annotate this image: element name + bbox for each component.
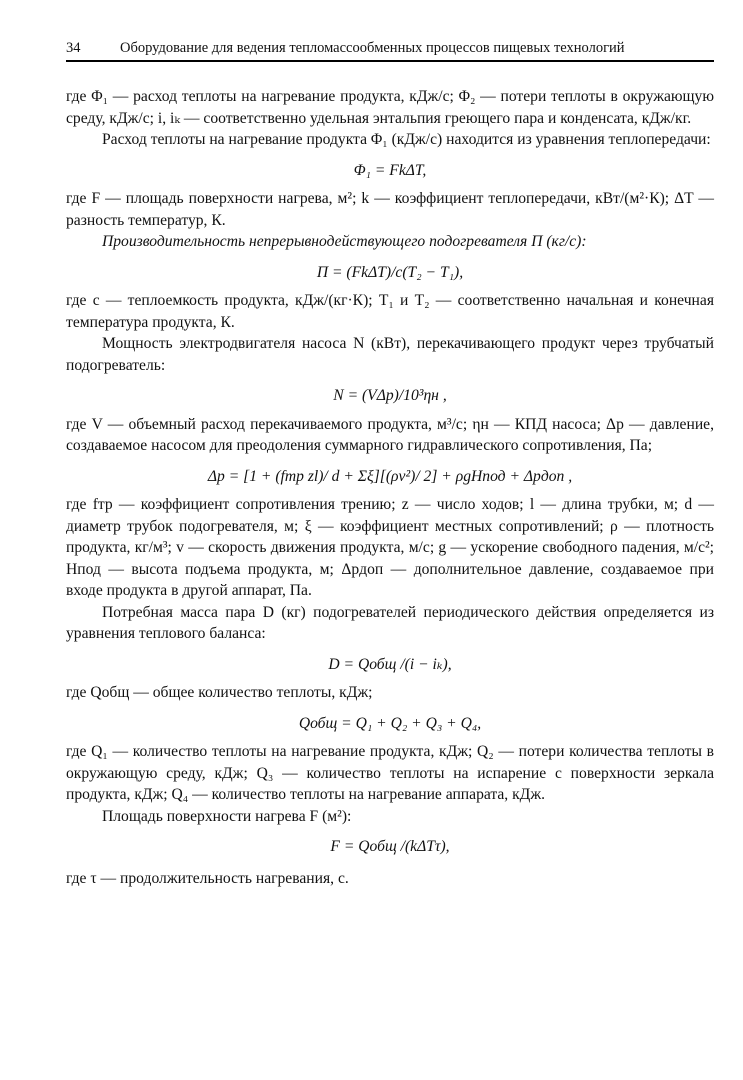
paragraph: где Qобщ — общее количество теплоты, кДж; — [66, 684, 373, 701]
formula-steam-mass: D = Qобщ /(i − iₖ), — [328, 655, 452, 673]
paragraph: где V — объемный расход перекачиваемого продукта, м³/с; ηн — КПД насоса; Δp — давление, создаваемое насосом для преодоления суммарного гидравлического сопротивления, Па; — [66, 415, 714, 454]
paragraph: Расход теплоты на нагревание продукта Φ₁ (кДж/с) находится из уравнения теплопередачи: — [102, 131, 711, 148]
page-body — [66, 86, 714, 889]
paragraph: где τ — продолжительность нагревания, с. — [66, 869, 349, 887]
running-title: Оборудование для ведения тепломассообменных процессов пищевых технологий — [120, 40, 625, 56]
paragraph: где F — площадь поверхности нагрева, м²; k — коэффициент теплопередачи, кВт/(м²·К); ΔT — разность температур, К. — [66, 190, 714, 229]
paragraph: где Φ₁ — расход теплоты на нагревание продукта, кДж/с; Φ₂ — потери теплоты в окружающую среду, кДж/с; i, iₖ — соответственно удельная энтальпия греющего пара и конденсата, кДж/кг. — [66, 88, 714, 127]
formula-pressure: Δp = [1 + (fтр zl)/ d + Σξ][(ρv²)/ 2] + ρgHпод + Δpдоп , — [207, 467, 573, 485]
paragraph: где Q₁ — количество теплоты на нагревание продукта, кДж; Q₂ — потери количества теплоты в окружающую среду, кДж; Q₃ — количество теплоты на испарение с поверхности зеркала продукта, кДж; Q₄ — количество теплоты на нагревание аппарата, кДж. — [66, 743, 714, 803]
header-rule — [66, 60, 714, 62]
formula-pump-power: N = (VΔp)/10³ηн , — [333, 387, 447, 404]
formula-productivity: П = (FkΔT)/c(T₂ − T₁), — [316, 263, 464, 281]
paragraph: Площадь поверхности нагрева F (м²): — [102, 807, 352, 825]
paragraph-subheading: Производительность непрерывнодействующего подогревателя П (кг/с): — [102, 233, 587, 250]
formula-total-heat: Qобщ = Q₁ + Q₂ + Q₃ + Q₄, — [298, 714, 482, 732]
paragraph: где fтр — коэффициент сопротивления трению; z — число ходов; l — длина трубки, м; d — диаметр трубок подогревателя, м; ξ — коэффициент местных сопротивлений; ρ — плотность продукта, кг/м³; v — скорость движения продукта, м/с; g — ускорение свободного падения, м/с²; Hпод — высота подъема продукта, м; Δpдоп — дополнительное давление, создаваемое при входе продукта в другой аппарат, Па. — [66, 496, 714, 599]
paragraph: Мощность электродвигателя насоса N (кВт), перекачивающего продукт через трубчатый подогреватель: — [66, 335, 714, 374]
formula-heat-flow: Φ₁ = FkΔT, — [353, 161, 427, 179]
paragraph: Потребная масса пара D (кг) подогревателей периодического действия определяется из уравнения теплового баланса: — [66, 603, 714, 642]
page-number: 34 — [66, 40, 81, 56]
paragraph: где c — теплоемкость продукта, кДж/(кг·К); T₁ и T₂ — соответственно начальная и конечная температура продукта, К. — [66, 292, 714, 331]
formula-heating-area: F = Qобщ /(kΔTτ), — [330, 838, 450, 855]
